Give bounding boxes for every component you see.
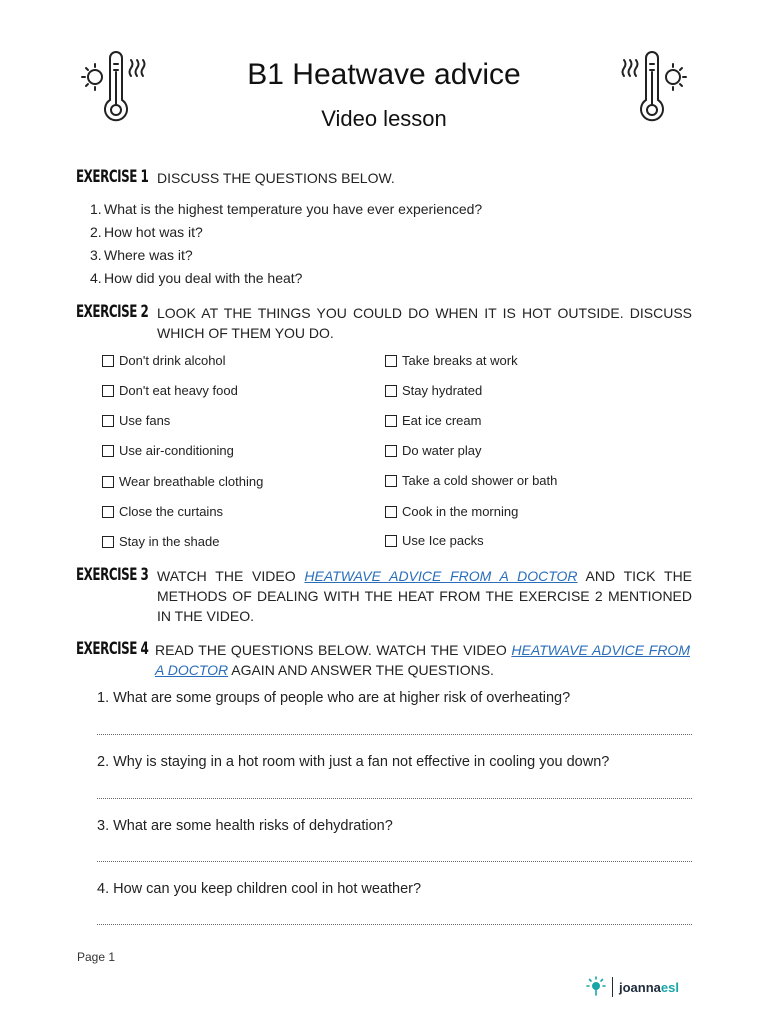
exercise-2-label: EXERCISE 2 xyxy=(76,302,149,322)
checkbox[interactable] xyxy=(385,445,397,457)
checkbox[interactable] xyxy=(385,475,397,487)
checkbox[interactable] xyxy=(102,536,114,548)
checkbox-item[interactable]: Stay hydrated xyxy=(385,383,482,398)
checkbox-item[interactable]: Use Ice packs xyxy=(385,533,484,548)
brand-logo xyxy=(584,976,679,998)
logo-divider xyxy=(612,977,613,997)
exercise-4-instruction: READ THE QUESTIONS BELOW. WATCH THE VIDEO HEATWAVE ADVICE FROM A DOCTOR AGAIN AND ANSWER THE QUESTIONS. xyxy=(155,642,690,678)
checkbox-item[interactable]: Close the curtains xyxy=(102,504,223,519)
video-link[interactable]: HEATWAVE ADVICE FROM A DOCTOR xyxy=(155,642,690,678)
exercise-4-label: EXERCISE 4 xyxy=(76,639,149,659)
answer-line[interactable] xyxy=(97,734,692,735)
checkbox[interactable] xyxy=(102,445,114,457)
exercise-3-label: EXERCISE 3 xyxy=(76,565,149,585)
page-number: Page 1 xyxy=(77,950,116,964)
checkbox[interactable] xyxy=(385,355,397,367)
question-item: 4. How can you keep children cool in hot weather? xyxy=(97,881,422,897)
checkbox-item[interactable]: Don't drink alcohol xyxy=(102,353,226,368)
checkbox[interactable] xyxy=(385,385,397,397)
checkbox[interactable] xyxy=(385,506,397,518)
checkbox[interactable] xyxy=(385,415,397,427)
checkbox[interactable] xyxy=(102,415,114,427)
exercise-1-label: EXERCISE 1 xyxy=(76,167,149,187)
checkbox[interactable] xyxy=(102,385,114,397)
video-link[interactable]: HEATWAVE ADVICE FROM A DOCTOR xyxy=(304,568,578,584)
list-item: 2. How hot was it? xyxy=(90,224,203,240)
question-item: 3. What are some health risks of dehydration? xyxy=(97,818,393,834)
checkbox-item[interactable]: Use air-conditioning xyxy=(102,443,234,458)
checkbox-item[interactable]: Do water play xyxy=(385,443,481,458)
checkbox[interactable] xyxy=(385,535,397,547)
answer-line[interactable] xyxy=(97,798,692,799)
checkbox-item[interactable]: Cook in the morning xyxy=(385,504,518,519)
checkbox[interactable] xyxy=(102,506,114,518)
question-item: 1. What are some groups of people who are at higher risk of overheating? xyxy=(97,690,571,706)
logo-text: joannaesl xyxy=(619,979,679,995)
exercise-3-instruction: WATCH THE VIDEO HEATWAVE ADVICE FROM A DOCTOR AND TICK THE METHODS OF DEALING WITH THE HEAT FROM THE EXERCISE 2 MENTIONED IN THE VIDEO. xyxy=(157,568,693,624)
checkbox-item[interactable]: Use fans xyxy=(102,413,170,428)
lightbulb-icon xyxy=(584,976,608,998)
list-item: 4. How did you deal with the heat? xyxy=(90,270,303,286)
answer-line[interactable] xyxy=(97,861,692,862)
checkbox-item[interactable]: Wear breathable clothing xyxy=(102,474,263,489)
page-title: B1 Heatwave advice xyxy=(247,58,521,91)
answer-line[interactable] xyxy=(97,924,692,925)
question-item: 2. Why is staying in a hot room with just a fan not effective in cooling you down? xyxy=(97,754,610,770)
exercise-1-instruction: DISCUSS THE QUESTIONS BELOW. xyxy=(157,170,395,186)
checkbox-item[interactable]: Stay in the shade xyxy=(102,534,219,549)
exercise-1-questions xyxy=(90,198,482,290)
page-subtitle: Video lesson xyxy=(321,106,447,131)
exercise-2-instruction: LOOK AT THE THINGS YOU COULD DO WHEN IT IS HOT OUTSIDE. DISCUSS WHICH OF THEM YOU DO. xyxy=(157,305,692,341)
list-item: 1. What is the highest temperature you have ever experienced? xyxy=(90,201,483,217)
checkbox[interactable] xyxy=(102,355,114,367)
checkbox-item[interactable]: Eat ice cream xyxy=(385,413,481,428)
checkbox[interactable] xyxy=(102,476,114,488)
checkbox-item[interactable]: Don't eat heavy food xyxy=(102,383,238,398)
checkbox-item[interactable]: Take a cold shower or bath xyxy=(385,473,557,488)
list-item: 3. Where was it? xyxy=(90,247,193,263)
checkbox-item[interactable]: Take breaks at work xyxy=(385,353,518,368)
